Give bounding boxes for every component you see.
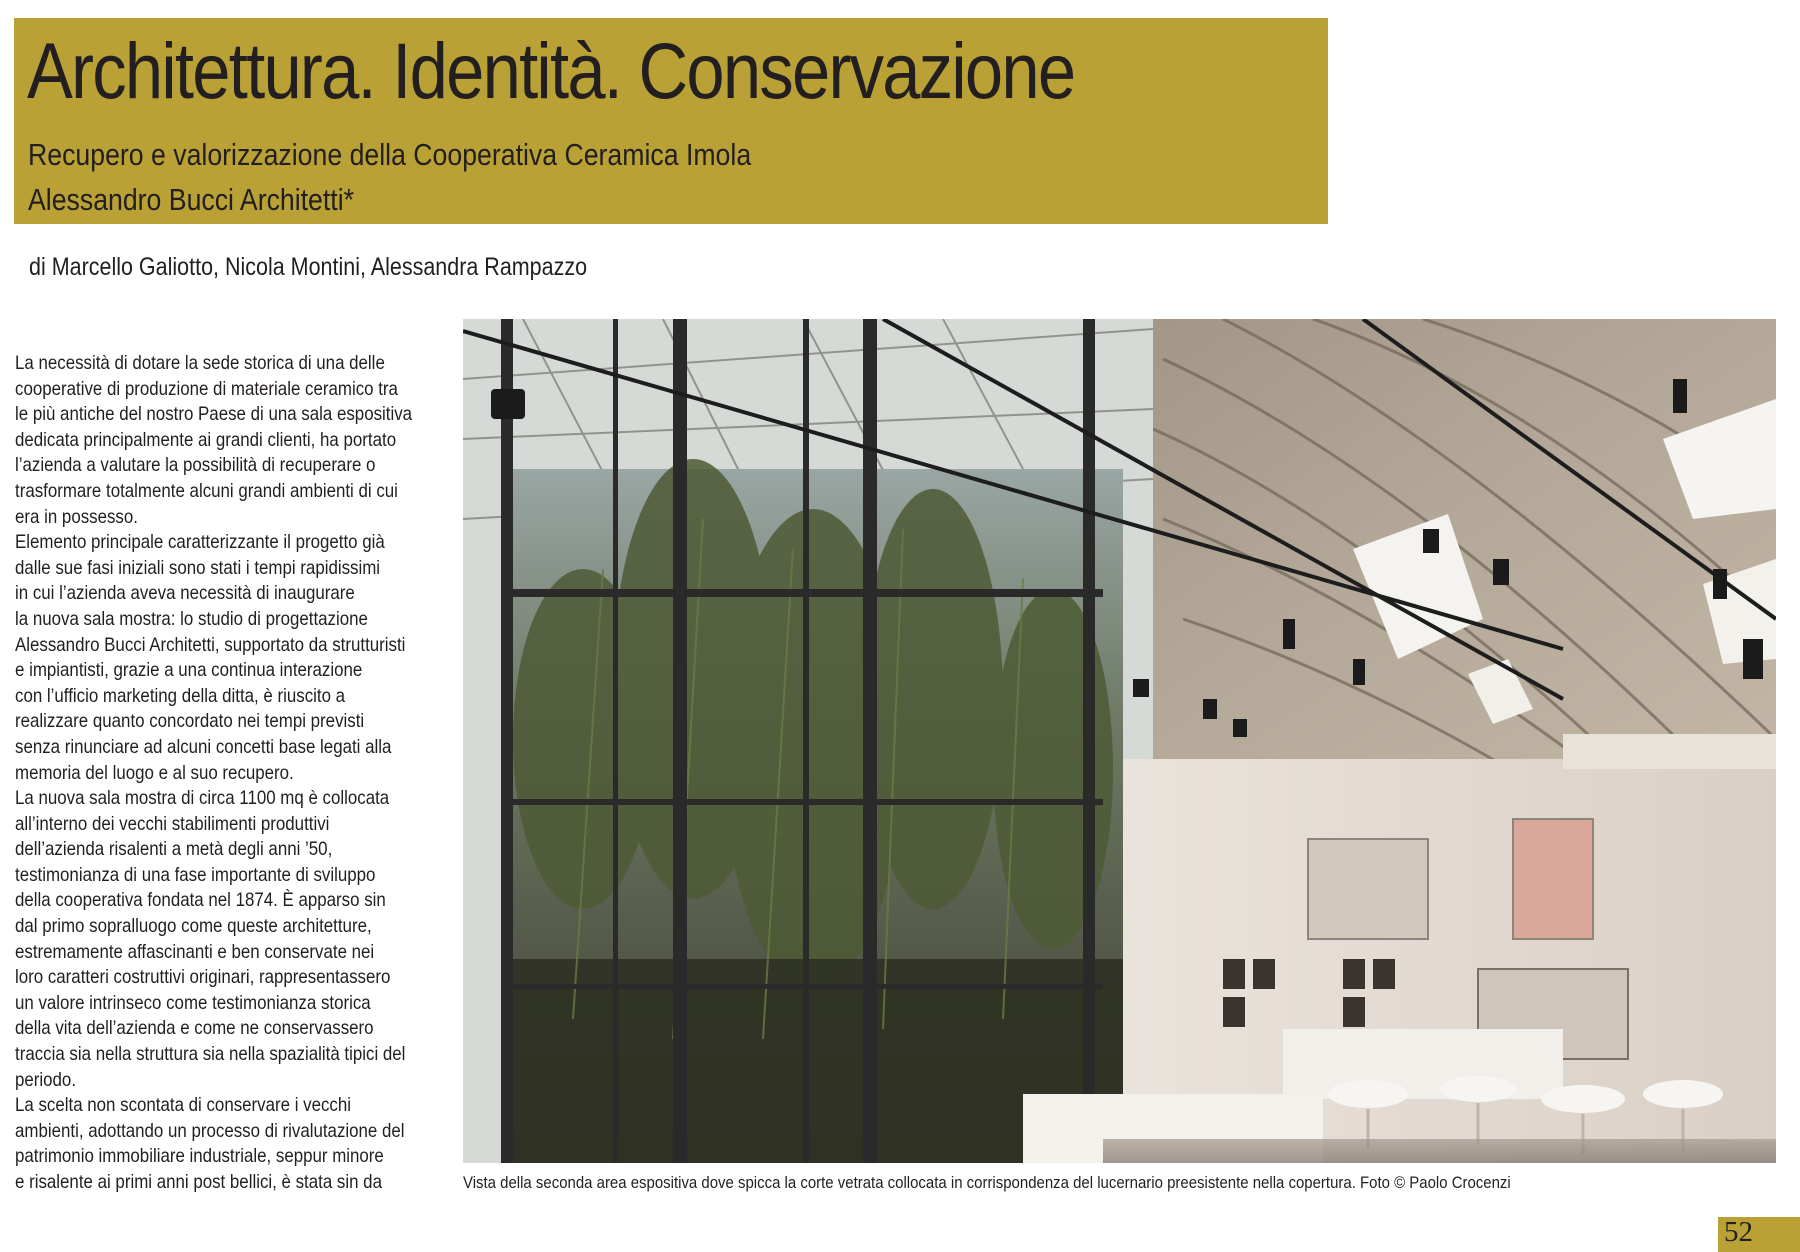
title-band: [14, 18, 1328, 224]
body-line: traccia sia nella struttura sia nella spazialità tipici del: [15, 1044, 406, 1066]
body-line: testimonianza di una fase importante di sviluppo: [15, 864, 376, 886]
body-line: cooperative di produzione di materiale ceramico tra: [15, 378, 398, 400]
body-line: dedicata principalmente ai grandi clienti, ha portato: [15, 429, 397, 451]
body-line: trasformare totalmente alcuni grandi ambienti di cui: [15, 480, 398, 502]
body-line: patrimonio immobiliare industriale, seppur minore: [15, 1146, 384, 1168]
body-line: La necessità di dotare la sede storica di una delle: [15, 353, 385, 374]
body-line: della cooperativa fondata nel 1874. È apparso sin: [15, 890, 386, 912]
body-line: La scelta non scontata di conservare i vecchi: [15, 1095, 352, 1117]
body-line: e impiantisti, grazie a una continua interazione: [15, 660, 363, 682]
article-authors: di Marcello Galiotto, Nicola Montini, Alessandra Rampazzo: [29, 253, 588, 281]
body-line: la nuova sala mostra: lo studio di progettazione: [15, 608, 368, 630]
body-line: l’azienda a valutare la possibilità di recuperare o: [15, 455, 376, 477]
body-line: all’interno dei vecchi stabilimenti produttivi: [15, 813, 330, 835]
showroom-photo: [463, 319, 1776, 1163]
body-line: Alessandro Bucci Architetti, supportato da strutturisti: [15, 634, 406, 656]
body-line: della vita dell’azienda e come ne conservassero: [15, 1018, 374, 1040]
body-line: in cui l’azienda aveva necessità di inaugurare: [15, 583, 355, 605]
body-line: dal primo sopralluogo come queste architetture,: [15, 916, 372, 938]
article-title: Architettura. Identità. Conservazione: [27, 26, 1075, 115]
body-line: era in possesso.: [15, 506, 138, 528]
body-line: dalle sue fasi iniziali sono stati i tempi rapidissimi: [15, 557, 381, 579]
page-number: 52: [1724, 1216, 1753, 1248]
body-line: loro caratteri costruttivi originari, rappresentassero: [15, 967, 391, 989]
photo-caption: Vista della seconda area espositiva dove spicca la corte vetrata collocata in corrispondenza del lucernario preesistente nella copertura. Foto © Paolo Crocenzi: [463, 1173, 1511, 1192]
body-line: periodo.: [15, 1069, 77, 1091]
body-text-column: [15, 351, 429, 1196]
body-line: estremamente affascinanti e ben conservate nei: [15, 941, 375, 963]
article-subtitle: Recupero e valorizzazione della Cooperativa Ceramica Imola: [28, 137, 752, 172]
body-line: realizzare quanto concordato nei tempi previsti: [15, 711, 365, 733]
body-line: e risalente ai primi anni post bellici, è stata sin da: [15, 1172, 382, 1193]
body-line: con l’ufficio marketing della ditta, è riuscito a: [15, 685, 346, 707]
body-line: La nuova sala mostra di circa 1100 mq è collocata: [15, 788, 390, 810]
body-line: le più antiche del nostro Paese di una sala espositiva: [15, 404, 413, 426]
body-line: ambienti, adottando un processo di rivalutazione del: [15, 1120, 405, 1142]
body-line: un valore intrinseco come testimonianza storica: [15, 992, 371, 1014]
showroom-photo-illustration: [463, 319, 1776, 1163]
article-architect: Alessandro Bucci Architetti*: [28, 182, 355, 217]
body-line: senza rinunciare ad alcuni concetti base legati alla: [15, 736, 392, 758]
body-line: dell’azienda risalenti a metà degli anni ’50,: [15, 839, 333, 861]
body-line: memoria del luogo e al suo recupero.: [15, 762, 294, 784]
body-line: Elemento principale caratterizzante il progetto già: [15, 532, 385, 554]
